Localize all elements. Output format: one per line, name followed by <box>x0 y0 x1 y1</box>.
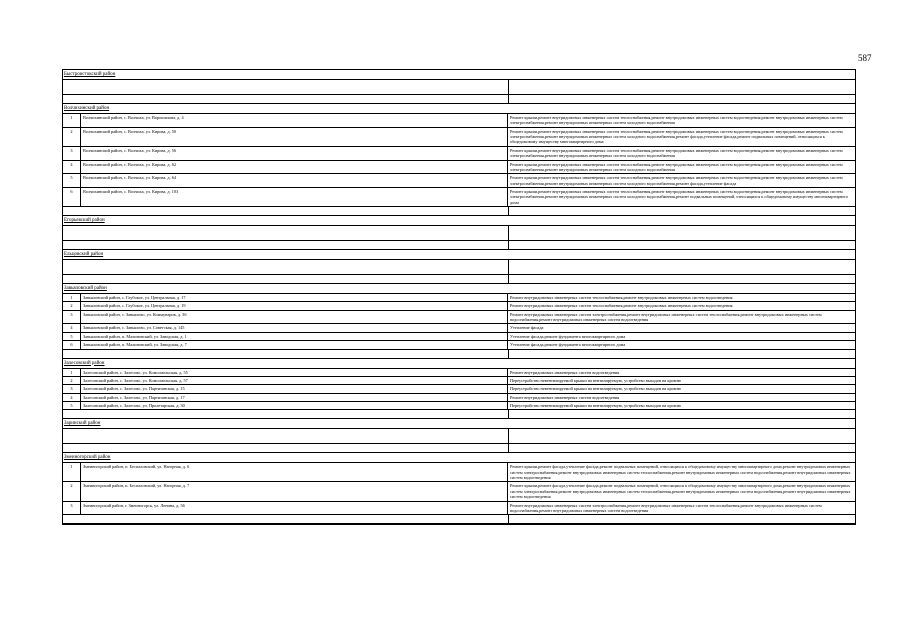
works-cell: Переустройство невентилируемой крыши на вентилируемую, устройство выходов на кровлю <box>510 386 682 392</box>
spacer-row <box>63 350 855 359</box>
row-number: 3 <box>63 502 81 515</box>
district-header: Егорьевский район <box>63 216 855 226</box>
empty-cell <box>508 95 855 103</box>
row-number: 5 <box>63 174 81 187</box>
address-cell: Волчихинский район, с. Волчиха, ул. Кирова, д. 50 <box>81 128 508 146</box>
address-cell: Залесовский район, с. Залесово, ул. Комсомольская, д. 55 <box>81 369 508 376</box>
empty-cell <box>63 515 508 523</box>
table-row <box>63 369 855 377</box>
district-header: Завьяловский район <box>63 284 855 294</box>
row-number: 1 <box>63 114 81 127</box>
table-row <box>63 161 855 175</box>
row-number: 3 <box>63 311 81 324</box>
works-cell: Ремонт внутридомовых инженерных систем электроснабжения,ремонт внутридомовых инженерных систем теплоснабжения,ремонт внутридомовых инженерных систем водоснабжения,ремонт внутридомовых инженерных систем водоотведения <box>510 311 822 323</box>
row-number: 1 <box>63 369 81 376</box>
works-cell: Переустройство невентилируемой крыши на вентилируемую, устройство выходов на кровлю <box>510 377 682 383</box>
row-number: 2 <box>63 482 81 500</box>
address-cell: Залесовский район, с. Залесово, ул. Партизанская, д. 15 <box>81 385 508 392</box>
table-row <box>63 174 855 188</box>
row-number: 4 <box>63 161 81 174</box>
empty-cell <box>508 275 855 283</box>
district-header: Ельцовский район <box>63 250 855 260</box>
address-cell: Змеиногорский район, п. Беспаловский, ул. Нагорная, д. 6 <box>81 463 508 481</box>
table-row <box>63 402 855 410</box>
spacer-row <box>63 444 855 453</box>
works-cell: Переустройство невентилируемой крыши на вентилируемую, устройство выходов на кровлю <box>510 402 682 408</box>
table-row <box>63 294 855 302</box>
address-cell: Волчихинский район, с. Волчиха, ул. Кирова, д. 64 <box>81 174 508 187</box>
row-number: 2 <box>63 302 81 309</box>
table-row <box>63 377 855 385</box>
empty-cell <box>63 350 508 358</box>
table-row <box>63 311 855 325</box>
row-number: 5 <box>63 402 81 409</box>
empty-cell <box>508 226 855 240</box>
empty-cell <box>63 260 508 274</box>
works-cell: Ремонт внутридомовых инженерных систем теплоснабжения,ремонт внутридомовых инженерных систем водоотведения <box>510 295 733 301</box>
district-header: Залесовский район <box>63 359 855 369</box>
table-row <box>63 482 855 501</box>
empty-cell <box>508 515 855 523</box>
works-cell: Ремонт крыши,ремонт внутридомовых инженерных систем теплоснабжения,ремонт внутридомовых инженерных систем водоотведения,ремонт внутридомовых инженерных систем электроснабжения,ремонт внутридомовых инженерных систем холодного водоснабжения,ремонт фасада,утепление фасада,ремонт подвальных помещений, относящихся к общедомовому имуществу многоквартирного дома <box>510 128 843 145</box>
works-cell: Утепление фасада,ремонт фундамента многоквартирного дома <box>510 342 626 348</box>
empty-row <box>63 429 855 444</box>
address-cell: Завьяловский район, с. Завьялово, ул. Коммунаров, д. 36 <box>81 311 508 324</box>
empty-cell <box>63 241 508 249</box>
address-cell: Завьяловский район, с. Завьялово, ул. Советская, д. 145 <box>81 324 508 331</box>
empty-cell <box>63 410 508 418</box>
empty-cell <box>63 444 508 452</box>
empty-cell <box>508 80 855 94</box>
works-cell: Утепление фасада <box>510 325 544 331</box>
row-number: 2 <box>63 128 81 146</box>
row-number: 2 <box>63 377 81 384</box>
works-cell: Ремонт крыши,ремонт фасада,утепление фасада,ремонт подвальных помещений, относящихся к общедомовому имуществу многоквартирного дома,ремонт внутридомовых инженерных систем электроснабжения,ремонт внутридомовых инженерных систем теплоснабжения,ремонт внутридомовых инженерных систем водоснабжения,ремонт внутридомовых инженерных систем водоотведения <box>510 464 851 481</box>
address-cell: Завьяловский район, п. Малиновский, ул. Заводская, д. 1 <box>81 333 508 340</box>
works-cell: Ремонт крыши,ремонт внутридомовых инженерных систем теплоснабжения,ремонт внутридомовых инженерных систем водоотведения,ремонт внутридомовых инженерных систем электроснабжения,ремонт внутридомовых инженерных систем холодного водоснабжения,ремонт фасада,утепление фасада <box>510 175 843 186</box>
address-cell: Волчихинский район, с. Волчиха, ул. Кирова, д. 56 <box>81 147 508 160</box>
empty-cell <box>508 260 855 274</box>
table-row <box>63 341 855 349</box>
row-number: 5 <box>63 333 81 340</box>
works-cell: Ремонт крыши,ремонт внутридомовых инженерных систем теплоснабжения,ремонт внутридомовых инженерных систем водоотведения,ремонт внутридомовых инженерных систем электроснабжения,ремонт внутридомовых инженерных систем холодного водоснабжения <box>510 161 843 172</box>
works-cell: Ремонт крыши,ремонт фасада,утепление фасада,ремонт подвальных помещений, относящихся к общедомовому имуществу многоквартирного дома,ремонт внутридомовых инженерных систем электроснабжения,ремонт внутридомовых инженерных систем теплоснабжения,ремонт внутридомовых инженерных систем водоснабжения,ремонт внутридомовых инженерных систем водоотведения <box>510 483 851 500</box>
page-number: 587 <box>858 53 872 63</box>
row-number: 3 <box>63 385 81 392</box>
spacer-row <box>63 241 855 250</box>
empty-cell <box>508 241 855 249</box>
address-cell: Змеиногорский район, г. Змеиногорск, ул. Ленина, д. 56 <box>81 502 508 515</box>
table-row <box>63 128 855 147</box>
district-header: Заринский район <box>63 419 855 429</box>
table-row <box>63 502 855 516</box>
table-row <box>63 324 855 332</box>
empty-cell <box>63 80 508 94</box>
address-cell: Завьяловский район, с. Глубокое, ул. Центральная, д. 17 <box>81 294 508 301</box>
row-number: 1 <box>63 294 81 301</box>
row-number: 4 <box>63 394 81 401</box>
empty-cell <box>508 207 855 215</box>
empty-row <box>63 260 855 275</box>
address-cell: Волчихинский район, с. Волчиха, ул. Кирова, д. 62 <box>81 161 508 174</box>
row-number: 6 <box>63 188 81 206</box>
spacer-row <box>63 410 855 419</box>
address-cell: Волчихинский район, с. Волчиха, ул. Ворошилова, д. 4 <box>81 114 508 127</box>
empty-cell <box>63 429 508 443</box>
spacer-row <box>63 515 855 524</box>
address-cell: Волчихинский район, с. Волчиха, ул. Кирова, д. 103 <box>81 188 508 206</box>
district-header: Змеиногорский район <box>63 453 855 463</box>
works-cell: Утепление фасада,ремонт фундамента многоквартирного дома <box>510 333 626 339</box>
table-row <box>63 394 855 402</box>
spacer-row <box>63 95 855 104</box>
table-row <box>63 302 855 310</box>
empty-cell <box>63 207 508 215</box>
works-cell: Ремонт внутридомовых инженерных систем электроснабжения,ремонт внутридомовых инженерных систем теплоснабжения,ремонт внутридомовых инженерных систем водоснабжения,ремонт внутридомовых инженерных систем водоотведения <box>510 502 822 513</box>
works-cell: Ремонт внутридомовых инженерных систем водоотведения <box>510 394 620 400</box>
works-cell: Ремонт внутридомовых инженерных систем водоотведения <box>510 369 620 375</box>
row-number: 4 <box>63 324 81 331</box>
spacer-row <box>63 207 855 216</box>
table-row <box>63 147 855 161</box>
district-header: Волчихинский район <box>63 104 855 114</box>
table-row <box>63 463 855 482</box>
row-number: 3 <box>63 147 81 160</box>
works-cell: Ремонт крыши,ремонт внутридомовых инженерных систем теплоснабжения,ремонт внутридомовых инженерных систем водоотведения,ремонт внутридомовых инженерных систем электроснабжения,ремонт внутридомовых инженерных систем холодного водоснабжения <box>510 115 843 126</box>
spacer-row <box>63 275 855 284</box>
district-header: Быстроистокский район <box>63 70 855 80</box>
address-cell: Залесовский район, с. Залесово, ул. Партизанская, д. 17 <box>81 394 508 401</box>
empty-row <box>63 80 855 95</box>
address-cell: Завьяловский район, п. Малиновский, ул. Заводская, д. 7 <box>81 341 508 348</box>
empty-cell <box>63 226 508 240</box>
table-row <box>63 333 855 341</box>
works-cell: Ремонт внутридомовых инженерных систем теплоснабжения,ремонт внутридомовых инженерных систем водоотведения <box>510 303 733 309</box>
address-cell: Змеиногорский район, п. Беспаловский, ул. Нагорная, д. 7 <box>81 482 508 500</box>
works-cell: Ремонт крыши,ремонт внутридомовых инженерных систем теплоснабжения,ремонт внутридомовых инженерных систем водоотведения,ремонт внутридомовых инженерных систем электроснабжения,ремонт внутридомовых инженерных систем холодного водоснабжения,ремонт подвальных помещений, относящихся к общедомовому имуществу многоквартирного дома <box>510 188 849 205</box>
address-cell: Залесовский район, с. Залесово, ул. Комсомольская, д. 57 <box>81 377 508 384</box>
empty-cell <box>508 429 855 443</box>
empty-cell <box>63 95 508 103</box>
row-number: 1 <box>63 463 81 481</box>
empty-cell <box>508 444 855 452</box>
empty-cell <box>508 350 855 358</box>
table-row <box>63 188 855 207</box>
address-cell: Завьяловский район, с. Глубокое, ул. Центральная, д. 19 <box>81 302 508 309</box>
row-number: 6 <box>63 341 81 348</box>
empty-cell <box>508 410 855 418</box>
address-cell: Залесовский район, с. Залесово, ул. Пролетарская, д. 30 <box>81 402 508 409</box>
works-table <box>62 69 856 525</box>
table-row <box>63 114 855 128</box>
empty-row <box>63 226 855 241</box>
table-row <box>63 385 855 393</box>
works-cell: Ремонт крыши,ремонт внутридомовых инженерных систем теплоснабжения,ремонт внутридомовых инженерных систем водоотведения,ремонт внутридомовых инженерных систем электроснабжения,ремонт внутридомовых инженерных систем холодного водоснабжения <box>510 147 843 159</box>
empty-cell <box>63 275 508 283</box>
